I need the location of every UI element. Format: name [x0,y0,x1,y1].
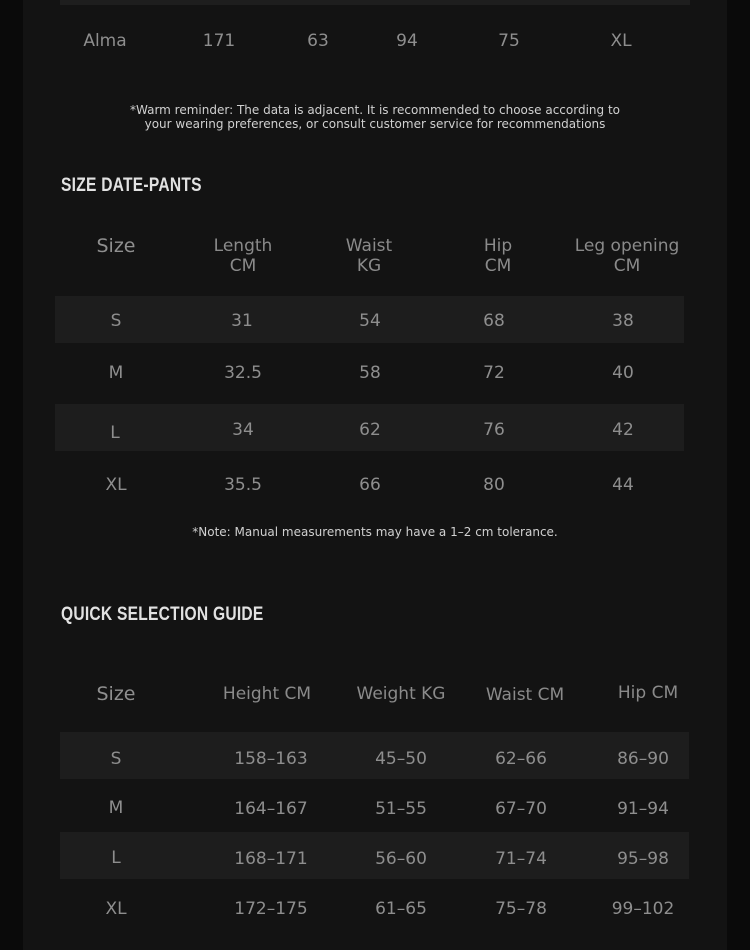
header-unit: KG [356,256,382,276]
table-cell: M [108,363,124,383]
table-cell: M [108,798,124,818]
top-row-cell: XL [610,31,632,51]
table-cell: 67–70 [495,799,547,819]
guide-header-waist: Waist CM [485,685,565,705]
table-cell: 91–94 [617,799,669,819]
guide-section-title: QUICK SELECTION GUIDE [61,604,264,625]
previous-table-stripe [60,0,690,5]
top-row-cell: 94 [396,31,418,51]
table-cell: XL [105,899,127,919]
table-cell: 172–175 [234,899,308,919]
header-unit: CM [613,256,641,276]
table-cell: 44 [612,475,634,495]
table-cell: 51–55 [375,799,427,819]
header-label: Leg opening [574,236,680,256]
header-unit: CM [229,256,257,276]
table-cell: 58 [359,363,381,383]
table-cell: 168–171 [234,849,308,869]
top-row-cell: 75 [498,31,520,51]
table-cell: 56–60 [375,849,427,869]
table-cell: 62–66 [495,749,547,769]
table-cell: 76 [483,420,505,440]
table-cell: 164–167 [234,799,308,819]
pants-header-leg-opening [575,236,680,276]
table-cell: 72 [483,363,505,383]
table-cell: 80 [483,475,505,495]
table-cell: 62 [359,420,381,440]
table-cell: 71–74 [495,849,547,869]
top-row-cell: Alma [83,31,127,51]
measurement-note: *Note: Manual measurements may have a 1–2 cm tolerance. [192,525,558,539]
header-unit: CM [484,256,512,276]
guide-header-weight: Weight KG [356,684,446,704]
pants-header-waist [346,236,392,276]
header-label: Length [213,236,273,256]
table-cell: 66 [359,475,381,495]
pants-header-length [214,236,273,276]
table-cell: 42 [612,420,634,440]
guide-header-size: Size [96,683,136,705]
header-label: Waist [345,236,393,256]
table-cell: 68 [483,311,505,331]
guide-header-height: Height CM [222,684,312,704]
table-cell: 31 [231,311,253,331]
table-cell: S [110,749,122,769]
table-cell: 32.5 [224,363,262,383]
table-cell: L [111,848,121,868]
table-cell: 99–102 [611,899,675,919]
table-cell: 95–98 [617,849,669,869]
table-cell: S [110,311,122,331]
table-cell: 40 [612,363,634,383]
table-cell: 158–163 [234,749,308,769]
pants-section-title: SIZE DATE-PANTS [61,175,202,196]
warm-reminder-line-2: your wearing preferences, or consult customer service for recommendations [144,117,606,131]
table-cell: 34 [232,420,254,440]
warm-reminder-line-1: *Warm reminder: The data is adjacent. It is recommended to choose according to [130,103,620,117]
table-cell: 54 [359,311,381,331]
top-row-cell: 171 [202,31,236,51]
table-cell: 61–65 [375,899,427,919]
pants-header-hip [484,236,512,276]
header-label: Hip [483,236,513,256]
table-cell: 86–90 [617,749,669,769]
table-cell: 35.5 [224,475,262,495]
guide-header-hip: Hip CM [617,683,679,703]
top-row-cell: 63 [307,31,329,51]
pants-header-size: Size [96,235,136,257]
table-cell: L [110,423,120,443]
table-cell: 45–50 [375,749,427,769]
table-cell: XL [105,475,127,495]
table-cell: 38 [612,311,634,331]
table-cell: 75–78 [495,899,547,919]
